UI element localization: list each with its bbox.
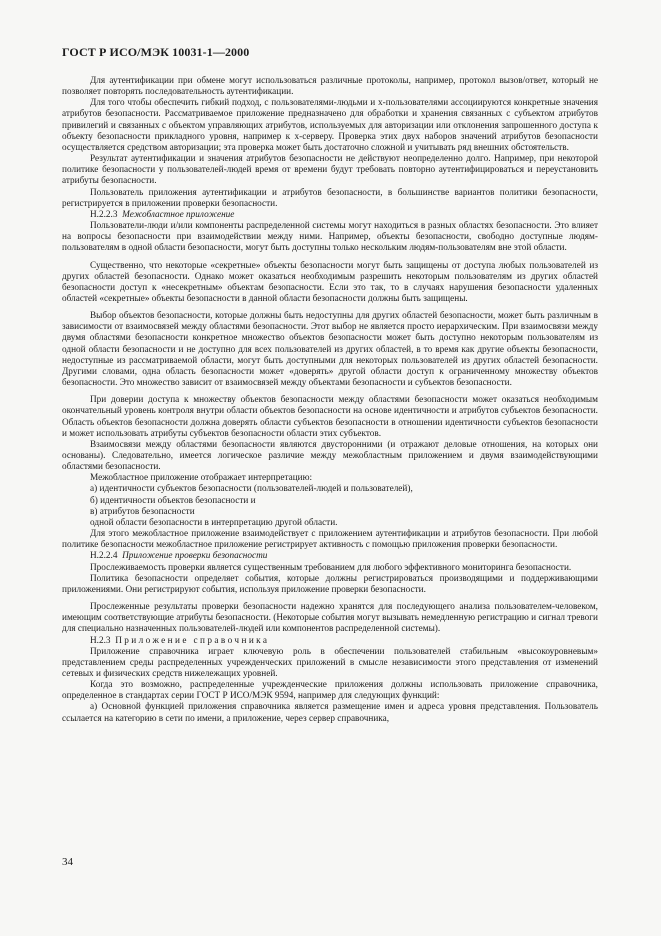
paragraph: Прослеживаемость проверки является существенным требованием для любого эффективного мониторинга безопасности. xyxy=(90,562,572,573)
paragraph: Для этого межобластное приложение взаимодействует с приложением аутентификации и атрибутов безопасности. При любой политике безопасности межобластное приложение регистрирует активность с помощью приложения проверки безопасности. xyxy=(62,529,598,551)
page-number: 34 xyxy=(62,856,73,868)
paragraph: При доверии доступа к множеству объектов безопасности между областями безопасности может оказаться необходимым окончательный уровень контроля внутри области объектов безопасности на основе идентичности и атрибутов субъектов безопасности. Область объектов безопасности должна доверять области субъектов безопасности в отношении идентичности субъектов безопасности и может использовать атрибуты субъектов безопасности области этих субъектов. xyxy=(62,395,598,439)
section-number: Н.2.3 xyxy=(90,635,111,646)
paragraph: Приложение справочника играет ключевую роль в обеспечении пользователей стабильным «высокоуровневым» представлением среды распределенных учрежденческих приложений в смысле независимости этого представления от изменений сетевых и физических средств нижележащих уровней. xyxy=(62,646,598,679)
section-title: Приложение проверки безопасности xyxy=(122,551,268,562)
paragraph: Выбор объектов безопасности, которые должны быть недоступны для других областей безопасности, может быть различным в зависимости от взаимосвязей между областями безопасности. Этот выбор не является просто иерархическим. При взаимосвязи между двумя областями безопасности конкретное множество объектов безопасности может быть доступно некоторым пользователям из одной области безопасности и не доступно для всех пользователей из других областей, в то время как другие объекты безопасности, недоступные из рассматриваемой области, могут быть доступными для некоторых пользователей из других областей безопасности. Другими словами, одна область безопасности может «доверять» другой области доступ к ограниченному множеству объектов безопасности. Это множество зависит от взаимосвязей между объектами безопасности и субъектов безопасности. xyxy=(62,311,598,389)
paragraph: Политика безопасности определяет события, которые должны регистрироваться производящими и поддерживающими приложениями. Они регистрируют события, используя приложение проверки безопасности. xyxy=(62,573,598,595)
document-header: ГОСТ Р ИСО/МЭК 10031-1—2000 xyxy=(62,45,250,59)
section-heading-h23 xyxy=(62,636,598,647)
paragraph: Пользователи-люди и/или компоненты распределенной системы могут находиться в разных областях безопасности. Это влияет на вопросы безопасности при взаимодействии между ними. Например, объекты безопасности, свободно доступные людям-пользователям в одной области безопасности, могут быть доступны только нескольким людям-пользователям вне этой области. xyxy=(62,221,598,254)
paragraph: а) Основной функцией приложения справочника является размещение имен и адреса уровня представления. Пользователь ссылается на категорию в сети по имени, а приложение, через сервер справочника, xyxy=(62,702,598,724)
list-item: в) атрибутов безопасности xyxy=(90,506,195,517)
paragraph: Для аутентификации при обмене могут использоваться различные протоколы, например, протокол вызов/ответ, который не позволяет повторять последовательность аутентификации. xyxy=(62,76,598,98)
document-body xyxy=(62,76,598,725)
list-item: б) идентичности объектов безопасности и xyxy=(90,495,256,506)
paragraph: Межобластное приложение отображает интерпретацию: xyxy=(90,473,313,484)
section-number: Н.2.2.4 xyxy=(90,551,118,562)
section-heading-h224 xyxy=(62,551,598,562)
paragraph: Существенно, что некоторые «секретные» объекты безопасности могут быть защищены от доступа любых пользователей из других областей безопасности. Однако может оказаться необходимым разрешить некоторым пользователям из других областей безопасности доступ к «несекретным» объектам безопасности. Если это так, то в случаях нарушения безопасности удаленных областей «секретные» объекты безопасности в данной области безопасности должны быть защищены. xyxy=(62,260,598,304)
section-heading-h223 xyxy=(62,210,598,221)
paragraph: одной области безопасности в интерпретацию другой области. xyxy=(90,517,338,528)
section-title: Приложение справочника xyxy=(115,635,270,646)
section-title: Межобластное приложение xyxy=(122,209,235,220)
section-number: Н.2.2.3 xyxy=(90,209,118,220)
paragraph: Прослеженные результаты проверки безопасности надежно хранятся для последующего анализа пользователем-человеком, имеющим соответствующие атрибуты безопасности. (Некоторые события могут вызывать немедленную регистрацию и сигнал тревоги для специально назначенных пользователей-людей или компонентов распределенной системы). xyxy=(62,602,598,635)
paragraph: Взаимосвязи между областями безопасности являются двусторонними (и отражают деловые отношения, на которых они основаны). Следовательно, имеется логическое различие между межобластным приложением и двумя взаимодействующими областями безопасности. xyxy=(62,439,598,473)
paragraph: Когда это возможно, распределенные учрежденческие приложения должны использовать приложение справочника, определенное в стандартах серии ГОСТ Р ИСО/МЭК 9594, например для следующих функций: xyxy=(62,680,598,702)
paragraph: Результат аутентификации и значения атрибутов безопасности не действуют неопределенно долго. Например, при некоторой политике безопасности у пользователей-людей время от времени будут требовать повторно аутентифицироваться и переустановить атрибуты безопасности. xyxy=(62,154,598,187)
list-item: а) идентичности субъектов безопасности (пользователей-людей и пользователей), xyxy=(90,484,413,495)
paragraph: Для того чтобы обеспечить гибкий подход, с пользователями-людьми и x-пользователями ассоциируются конкретные значения атрибутов безопасности. Рассматриваемое приложение предназначено для обработки и хранения связанных с субъектом атрибутов привилегий и связанных с объектом управляющих атрибутов, используемых для авторизации или отклонения запрошенного доступа к объекту безопасности прикладного уровня, например к x-серверу. Проверка этих двух наборов значений атрибутов безопасности осуществляется средством авторизации; эта проверка может быть достаточно сложной и учитывать ряд внешних обстоятельств. xyxy=(62,98,598,153)
paragraph: Пользователь приложения аутентификации и атрибутов безопасности, в большинстве вариантов политики безопасности, регистрируется в приложении проверки безопасности. xyxy=(62,187,598,209)
